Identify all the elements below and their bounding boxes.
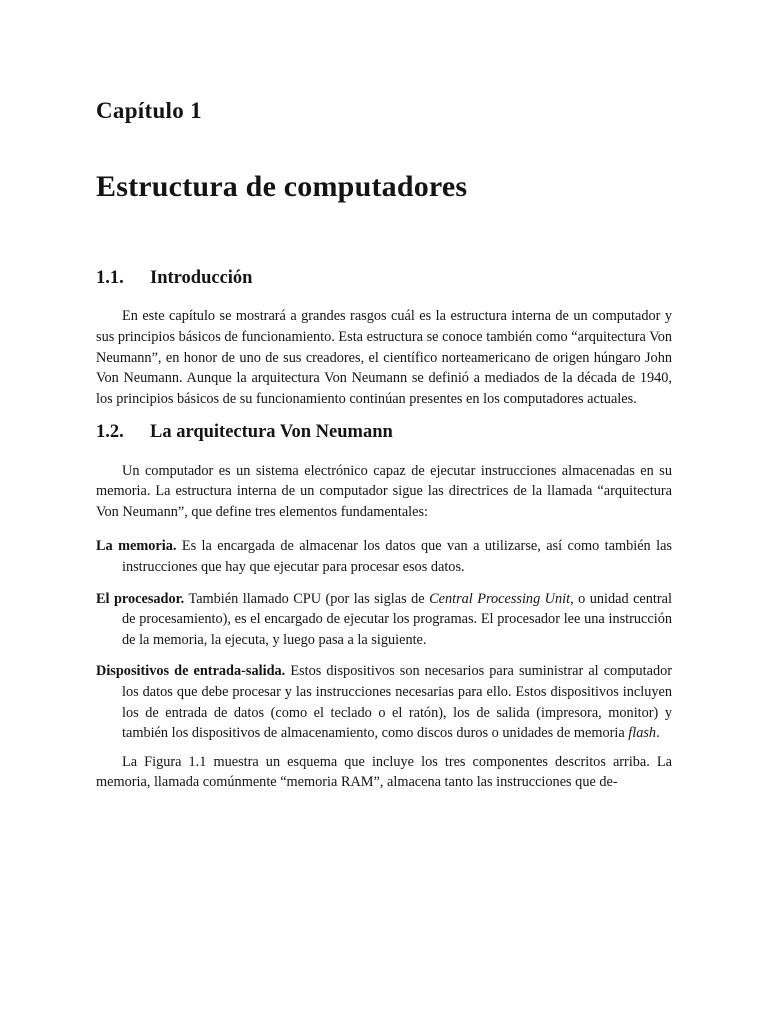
paragraph-arquitectura-von-neumann: Un computador es un sistema electrónico capaz de ejecutar instrucciones almacenadas en su memoria. La estructura interna de un computador sigue las directrices de la llamada “arquitectura Von Neumann”, que define tres elementos fundamentales: (96, 462, 672, 520)
chapter-label: Capítulo 1 (96, 98, 202, 123)
definition-item-la-memoria (96, 536, 672, 577)
section-heading-introduccion (96, 203, 672, 289)
page-content (96, 0, 672, 793)
definition-text-before: Estos dispositivos son necesarios para suministrar al computador los datos que debe procesar y las instrucciones necesarias para ello. Estos dispositivos incluyen los de entrada de datos (como el teclado o el ratón), los de salida (impresora, monitor) y también los dispositivos de almacenamiento, como discos duros o unidades de memoria (122, 663, 672, 742)
paragraph-figura-1-1: La Figura 1.1 muestra un esquema que incluye los tres componentes descritos arriba. La memoria, llamada comúnmente “memoria RAM”, almacena tanto las instrucciones que de- (96, 753, 672, 791)
paragraph-introduccion: En este capítulo se mostrará a grandes rasgos cuál es la estructura interna de un computador y sus principios básicos de funcionamiento. Esta estructura se conoce también como “arquitectura Von Neumann”, en honor de uno de sus creadores, el científico norteamericano de origen húngaro John Von Neumann. Aunque la arquitectura Von Neumann se definió a mediados de la década de 1940, los principios básicos de su funcionamiento continúan presentes en los computadores actuales. (96, 308, 672, 407)
definition-text-after: . (656, 725, 660, 742)
definition-item-dispositivos-entrada-salida (96, 661, 672, 743)
definition-text-italic: flash (628, 725, 657, 742)
chapter-title: Estructura de computadores (96, 170, 468, 204)
section-title: La arquitectura Von Neumann (150, 422, 393, 443)
section-title: Introducción (150, 268, 253, 289)
definition-text-before: También llamado CPU (por las siglas de (184, 590, 430, 607)
section-number: 1.2. (96, 422, 124, 443)
section-heading-arquitectura-von-neumann (96, 409, 672, 443)
definition-text-italic: Central Processing Unit (429, 590, 571, 607)
definition-term: El procesador. (96, 590, 185, 607)
definition-text-after: , o unidad central de procesamiento), es el encargado de ejecutar los programas. El procesador lee una instrucción de la memoria, la ejecuta, y luego pasa a la siguiente. (122, 590, 672, 648)
definition-text-before: Es la encargada de almacenar los datos que van a utilizarse, así como también las instrucciones que hay que ejecutar para procesar esos datos. (122, 538, 672, 576)
definition-term: La memoria. (96, 538, 177, 555)
definition-list (96, 522, 672, 743)
definition-item-el-procesador (96, 589, 672, 651)
section-number: 1.1. (96, 268, 124, 289)
definition-term: Dispositivos de entrada-salida. (96, 663, 286, 680)
